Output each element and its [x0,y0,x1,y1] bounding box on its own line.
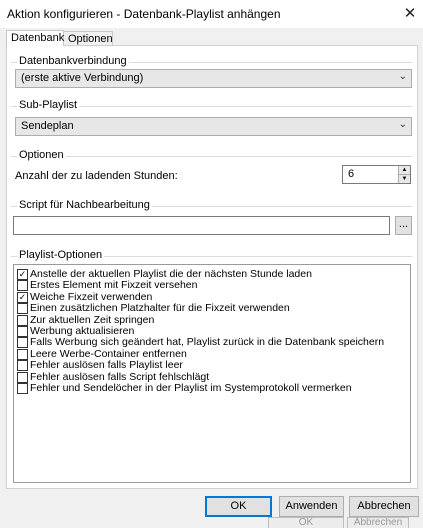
option-label: Fehler und Sendelöcher in der Playlist im Systemprotokoll vermerken [30,382,352,394]
option-label: Erstes Element mit Fixzeit versehen [30,279,198,292]
db-connection-select[interactable] [15,69,412,88]
option-label: Einen zusätzlichen Platzhalter für die Fixzeit verwenden [30,302,290,315]
tab-optionen[interactable]: Optionen [63,31,113,46]
title-bar [0,0,423,28]
option-label: Fehler auslösen falls Playlist leer [30,359,183,372]
option-label: Leere Werbe-Container entfernen [30,347,187,360]
ok-button[interactable]: OK [205,496,272,517]
playlist-options-list [13,264,411,483]
background-ok-button: OK [268,517,344,528]
option-label: Werbung aktualisieren [30,325,135,337]
checkbox-icon[interactable] [17,315,28,326]
stepper-up-icon[interactable]: ▲ [399,166,410,175]
checkbox-icon[interactable] [17,383,28,394]
apply-button[interactable]: Anwenden [279,496,344,517]
hours-stepper[interactable] [342,165,411,184]
option-label: Fehler auslösen falls Script fehlschlägt [30,370,210,383]
chevron-down-icon: ⌄ [398,71,407,82]
checkbox-checked-icon[interactable]: ✓ [18,291,27,302]
hours-label: Anzahl der zu ladenden Stunden: [15,170,178,182]
sub-playlist-select[interactable] [15,117,412,136]
option-label: Zur aktuellen Zeit springen [30,313,155,326]
sub-playlist-label: Sub-Playlist [19,99,78,111]
hours-value: 6 [348,168,355,180]
db-connection-value: (erste aktive Verbindung) [21,72,144,84]
background-cancel-button: Abbrechen [347,517,409,528]
stepper-down-icon[interactable]: ▼ [401,176,408,182]
sub-playlist-value: Sendeplan [21,120,74,132]
playlist-options-label: Playlist-Optionen [19,249,103,261]
checkbox-icon[interactable] [17,326,28,337]
checkbox-icon[interactable] [17,280,28,291]
script-label: Script für Nachbearbeitung [19,199,150,211]
chevron-down-icon: ⌄ [398,119,407,130]
window-title: Aktion konfigurieren - Datenbank-Playlist anhängen [7,7,281,21]
script-browse-button[interactable]: ... [395,216,412,235]
checkbox-icon[interactable] [17,360,28,371]
checkbox-checked-icon[interactable]: ✓ [18,269,27,279]
tab-datenbank[interactable]: Datenbank [6,30,64,46]
option-label: Weiche Fixzeit verwenden [30,290,153,303]
checkbox-icon[interactable] [17,349,28,360]
stepper-buttons [398,166,410,183]
script-path-input[interactable] [13,216,390,235]
cancel-button[interactable]: Abbrechen [349,496,419,517]
option-label: Anstelle der aktuellen Playlist die der nächsten Stunde laden [30,268,312,280]
close-icon[interactable]: ✕ [403,5,417,22]
checkbox-icon[interactable] [17,337,28,348]
options-label: Optionen [19,149,64,161]
db-connection-label: Datenbankverbindung [19,55,127,67]
option-label: Falls Werbung sich geändert hat, Playlist zurück in die Datenbank speichern [30,336,385,349]
checkbox-icon[interactable] [17,303,28,314]
checkbox-icon[interactable] [17,372,28,383]
tab-panel-datenbank [6,45,418,489]
